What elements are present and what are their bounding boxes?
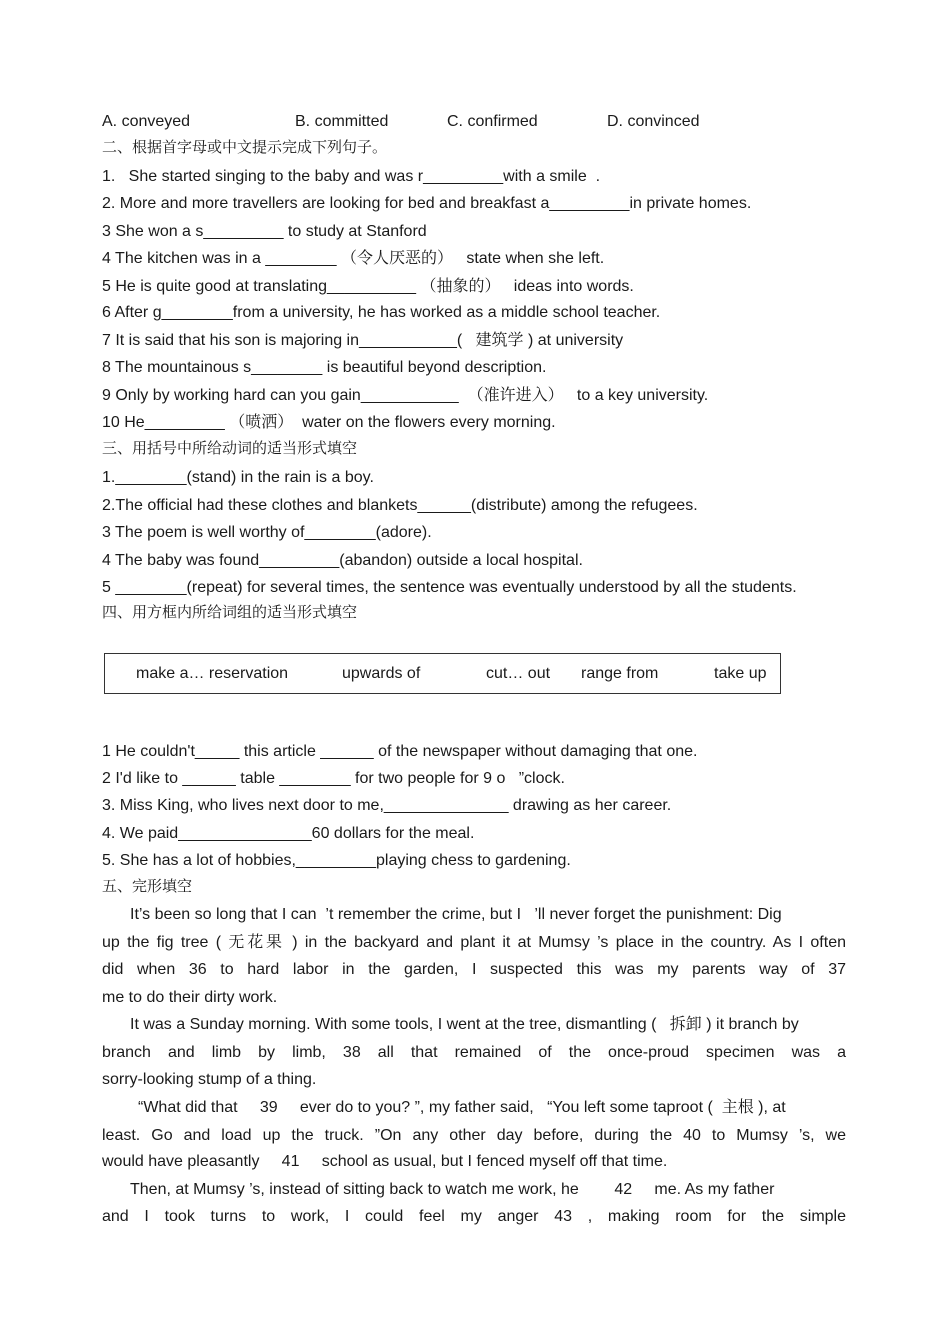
cloze-line: me to do their dirty work. — [102, 989, 278, 1006]
phrase-item: range from — [581, 665, 659, 682]
option-c: C. confirmed — [447, 113, 538, 130]
cloze-line: branch and limb by limb, 38 all that remained of the once-proud specimen was a — [102, 1044, 846, 1061]
section-2-item: 9 Only by working hard can you gain___________ （准许进入） to a key university. — [102, 387, 709, 404]
section-3-item: 3 The poem is well worthy of________(adore). — [102, 524, 432, 541]
option-d: D. convinced — [607, 113, 700, 130]
option-b: B. committed — [295, 113, 389, 130]
section-4-item: 5. She has a lot of hobbies,_________playing chess to gardening. — [102, 852, 571, 869]
cloze-line: It’s been so long that I can ’t remember the crime, but I ’ll never forget the punishment: Dig — [130, 906, 782, 923]
section-2-item: 2. More and more travellers are looking for bed and breakfast a_________in private homes. — [102, 195, 752, 212]
section-2-item: 7 It is said that his son is majoring in___________( 建筑学 ) at university — [102, 332, 624, 349]
cloze-line: Then, at Mumsy ’s, instead of sitting back to watch me work, he 42 me. As my father — [130, 1181, 775, 1198]
section-3-item: 4 The baby was found_________(abandon) outside a local hospital. — [102, 552, 583, 569]
section-2-item: 8 The mountainous s________ is beautiful beyond description. — [102, 359, 547, 376]
phrase-item: upwards of — [342, 665, 421, 682]
cloze-line: up the fig tree ( 无花果 ) in the backyard and plant it at Mumsy ’s place in the country. As I often — [102, 934, 846, 951]
section-2-item: 10 He_________ （喷洒） water on the flowers every morning. — [102, 414, 556, 431]
section-4-item: 1 He couldn't_____ this article ______ of the newspaper without damaging that one. — [102, 743, 698, 760]
section-2-item: 5 He is quite good at translating__________ （抽象的） ideas into words. — [102, 278, 634, 295]
section-2-item: 3 She won a s_________ to study at Stanford — [102, 223, 427, 240]
section-2-heading: 二、根据首字母或中文提示完成下列句子。 — [102, 138, 388, 156]
cloze-line: “What did that 39 ever do to you? ”, my father said, “You left some taproot ( 主根 ), at — [138, 1099, 786, 1116]
section-3-item: 1.________(stand) in the rain is a boy. — [102, 469, 374, 486]
section-4-item: 3. Miss King, who lives next door to me,______________ drawing as her career. — [102, 797, 672, 814]
cloze-line: sorry-looking stump of a thing. — [102, 1071, 317, 1088]
cloze-line: did when 36 to hard labor in the garden, I suspected this was my parents way of 37 — [102, 961, 846, 978]
cloze-line: would have pleasantly 41 school as usual, but I fenced myself off that time. — [102, 1153, 668, 1170]
option-a: A. conveyed — [102, 113, 191, 130]
section-3-item: 2.The official had these clothes and blankets______(distribute) among the refugees. — [102, 497, 698, 514]
cloze-line: least. Go and load up the truck. ”On any other day before, during the 40 to Mumsy ’s, we — [102, 1127, 846, 1144]
phrase-item: take up — [714, 665, 767, 682]
section-4-item: 4. We paid_______________60 dollars for the meal. — [102, 825, 475, 842]
cloze-line: It was a Sunday morning. With some tools, I went at the tree, dismantling ( 拆卸 ) it branch by — [130, 1016, 799, 1033]
section-5-heading: 五、完形填空 — [102, 877, 193, 895]
section-3-item: 5 ________(repeat) for several times, the sentence was eventually understood by all the students. — [102, 579, 797, 596]
phrase-box — [104, 653, 781, 694]
section-4-heading: 四、用方框内所给词组的适当形式填空 — [102, 603, 358, 621]
phrase-item: cut… out — [486, 665, 551, 682]
section-2-item: 1. She started singing to the baby and was r_________with a smile . — [102, 168, 601, 185]
phrase-item: make a… reservation — [136, 665, 289, 682]
section-2-item: 6 After g________from a university, he has worked as a middle school teacher. — [102, 304, 661, 321]
section-3-heading: 三、用括号中所给动词的适当形式填空 — [102, 439, 358, 457]
section-2-item: 4 The kitchen was in a ________ （令人厌恶的） state when she left. — [102, 250, 605, 267]
cloze-line: and I took turns to work, I could feel my anger 43 , making room for the simple — [102, 1208, 846, 1225]
section-4-item: 2 I'd like to ______ table ________ for two people for 9 o ”clock. — [102, 770, 565, 787]
